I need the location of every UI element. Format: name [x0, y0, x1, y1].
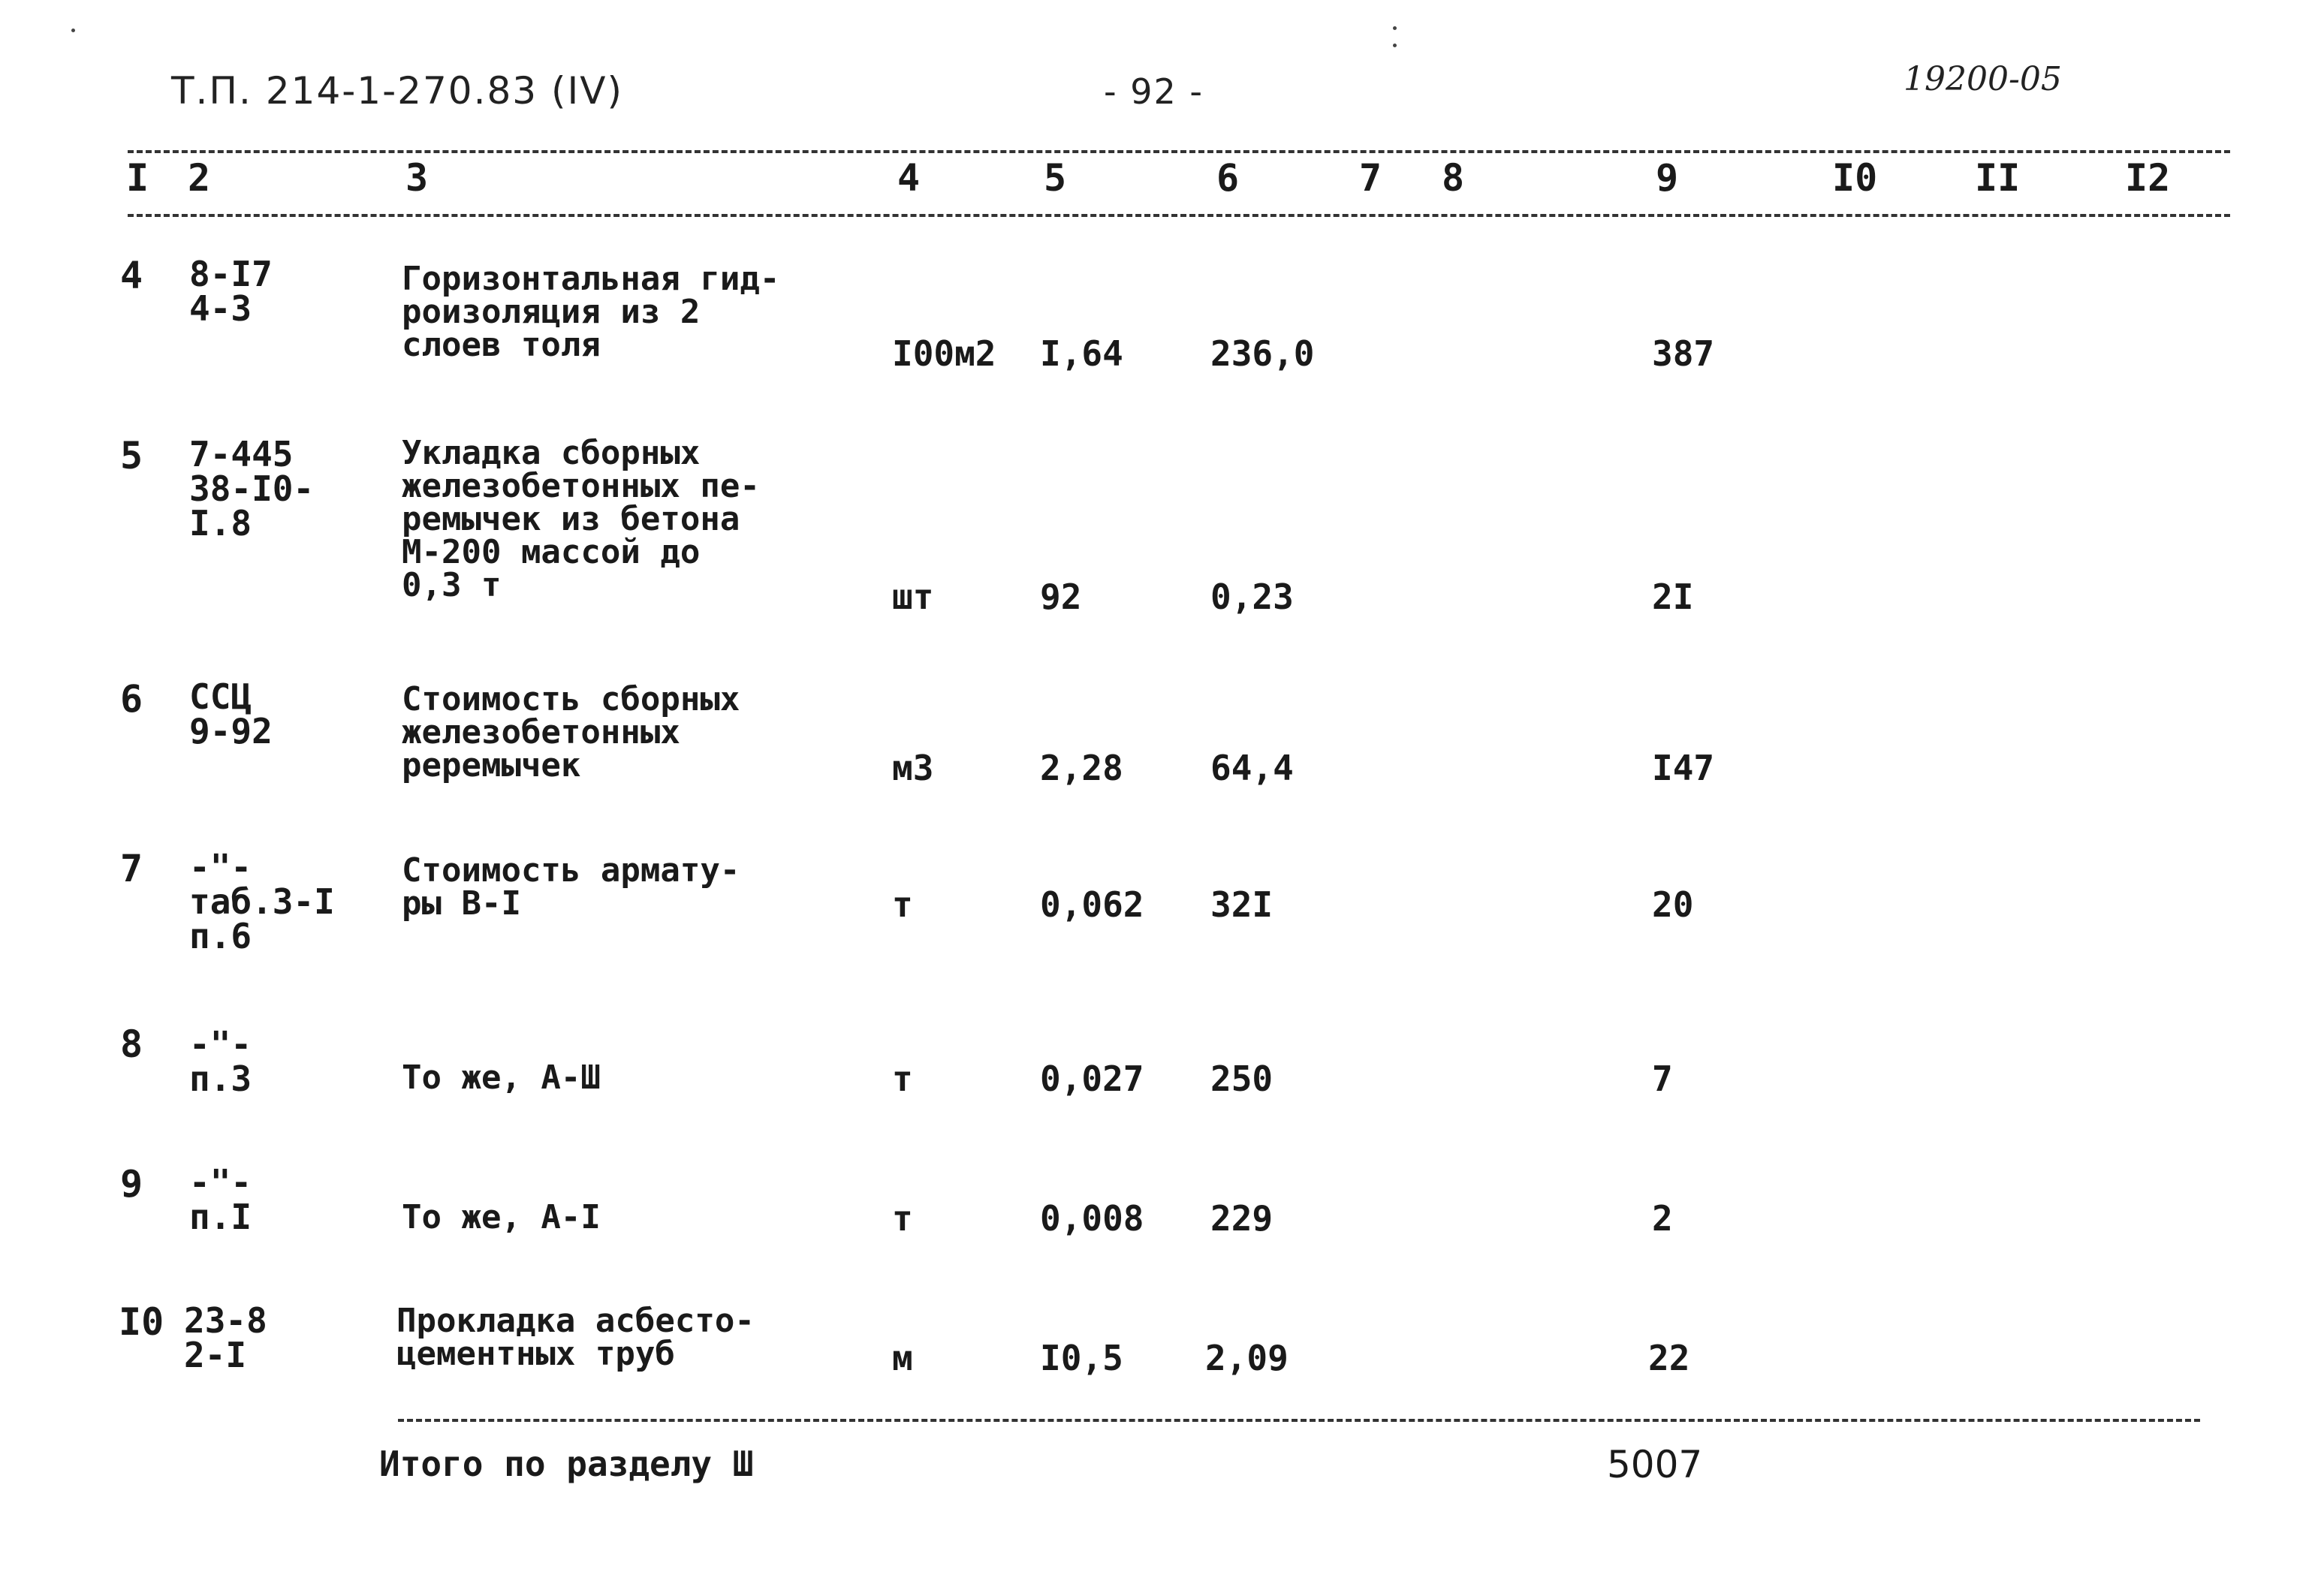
row-qty: 0,008 — [1040, 1198, 1144, 1239]
row-price: 250 — [1210, 1059, 1274, 1099]
row-code: ССЦ 9-92 — [189, 676, 273, 751]
header-bottom-rule — [128, 214, 2230, 217]
row-total: 7 — [1652, 1059, 1673, 1099]
row-price: 229 — [1210, 1198, 1274, 1239]
doc-code: Т.П. 214-1-270.83 (IV) — [171, 69, 623, 113]
row-unit: т — [892, 1059, 913, 1099]
row-code: 8-I7 4-3 — [189, 254, 273, 329]
row-total: 20 — [1652, 884, 1694, 925]
row-description: Стоимость армату- ры В-I — [402, 851, 740, 923]
row-code: -"- п.I — [189, 1162, 252, 1237]
row-qty: 92 — [1040, 577, 1082, 617]
row-number: 7 — [120, 847, 143, 890]
row-total: I47 — [1652, 748, 1715, 788]
summary-value: 5007 — [1607, 1443, 1703, 1486]
row-code: -"- таб.3-I п.6 — [189, 847, 335, 956]
row-total: 22 — [1648, 1338, 1690, 1378]
row-price: 32I — [1210, 884, 1274, 925]
archive-number: 19200-05 — [1904, 60, 2062, 98]
header-top-rule — [128, 150, 2230, 153]
row-number: 4 — [120, 254, 143, 297]
col-head-2: 2 — [188, 156, 211, 200]
row-qty: I0,5 — [1040, 1338, 1123, 1378]
col-head-3: 3 — [405, 156, 429, 200]
page-number: - 92 - — [1104, 71, 1204, 112]
row-qty: 0,027 — [1040, 1059, 1144, 1099]
col-head-1: I — [126, 156, 149, 200]
row-total: 2I — [1652, 577, 1694, 617]
col-head-5: 5 — [1044, 156, 1067, 200]
row-price: 2,09 — [1205, 1338, 1289, 1378]
row-number: 9 — [120, 1162, 143, 1206]
row-description: То же, А-I — [402, 1198, 601, 1236]
row-unit: шт — [892, 577, 934, 617]
row-description: То же, А-Ш — [402, 1059, 601, 1097]
row-total: 387 — [1652, 333, 1715, 374]
row-qty: I,64 — [1040, 333, 1123, 374]
row-code: 7-445 38-I0- I.8 — [189, 434, 315, 544]
col-head-7: 7 — [1359, 156, 1382, 200]
scan-speck — [1393, 44, 1397, 47]
row-price: 0,23 — [1210, 577, 1294, 617]
row-description: Горизонтальная гид- роизоляция из 2 слоев толя — [402, 260, 780, 364]
row-unit: т — [892, 1198, 913, 1239]
row-number: 8 — [120, 1022, 143, 1066]
row-description: Стоимость сборных железобетонных реремычек — [402, 680, 740, 784]
row-code: 23-8 2-I — [184, 1300, 267, 1375]
col-head-9: 9 — [1656, 156, 1679, 200]
summary-label: Итого по разделу Ш — [379, 1444, 754, 1484]
row-description: Прокладка асбесто- цементных труб — [396, 1302, 755, 1373]
row-description: Укладка сборных железобетонных пе- ремычек из бетона М-200 массой до 0,3 т — [402, 434, 760, 604]
col-head-8: 8 — [1442, 156, 1465, 200]
row-unit: м3 — [892, 748, 934, 788]
row-qty: 2,28 — [1040, 748, 1123, 788]
col-head-11: II — [1975, 156, 2021, 200]
col-head-12: I2 — [2125, 156, 2171, 200]
row-number: 6 — [120, 677, 143, 721]
col-head-4: 4 — [897, 156, 921, 200]
scan-speck — [71, 29, 75, 32]
row-unit: т — [892, 884, 913, 925]
row-unit: I00м2 — [892, 333, 996, 374]
row-unit: м — [892, 1338, 913, 1378]
col-head-6: 6 — [1216, 156, 1240, 200]
summary-rule — [398, 1419, 2200, 1422]
col-head-10: I0 — [1832, 156, 1878, 200]
scan-speck — [1393, 26, 1397, 30]
row-code: -"- п.3 — [189, 1024, 252, 1099]
row-qty: 0,062 — [1040, 884, 1144, 925]
row-price: 236,0 — [1210, 333, 1315, 374]
row-number: I0 — [119, 1300, 164, 1344]
row-total: 2 — [1652, 1198, 1673, 1239]
row-number: 5 — [120, 434, 143, 477]
row-price: 64,4 — [1210, 748, 1294, 788]
